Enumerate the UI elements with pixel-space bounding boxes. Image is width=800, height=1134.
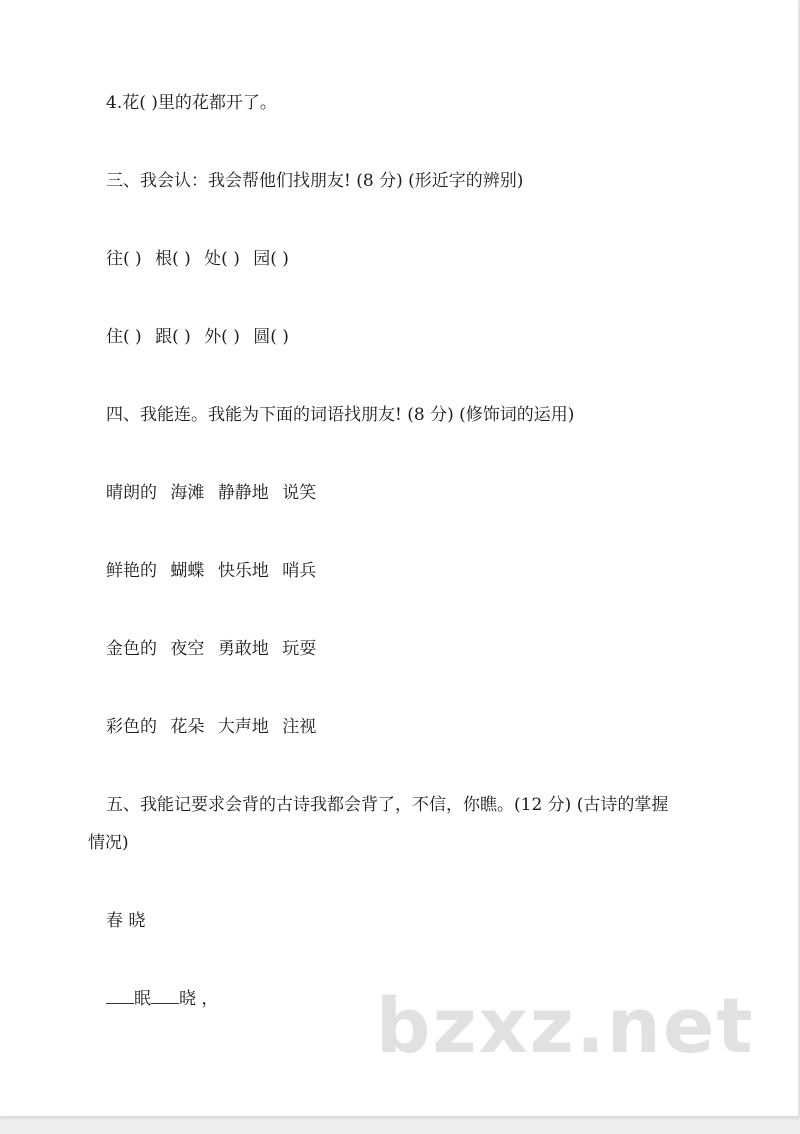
char-item: 往( ) [106,249,142,269]
match-row [106,482,316,504]
char-item: 跟( ) [155,327,191,347]
match-word: 说笑 [282,483,317,503]
char-item: 处( ) [204,249,240,269]
match-word: 蝴蝶 [170,561,205,581]
section-5-heading-cont: 情况) [88,833,129,853]
similar-chars-row-2 [106,326,289,348]
match-word: 晴朗的 [106,483,157,503]
match-word: 玩耍 [282,639,317,659]
match-word: 夜空 [170,639,205,659]
char-item: 住( ) [106,327,142,347]
match-row [106,638,316,660]
blank-line [106,989,134,1004]
match-word: 勇敢地 [217,639,269,659]
match-word: 海滩 [170,483,205,503]
poem-line-1 [106,988,218,1010]
char-item: 外( ) [204,327,240,347]
question-4-line: 4.花( )里的花都开了。 [106,93,277,113]
section-3-heading: 三、我会认：我会帮他们找朋友! (8 分) (形近字的辨别) [106,171,524,191]
match-word: 注视 [282,717,317,737]
watermark-logo: bzxz.net [376,981,755,1070]
match-word: 哨兵 [282,561,317,581]
poem-char: 眠 [134,989,151,1009]
char-item: 圆( ) [253,327,289,347]
match-row [106,560,316,582]
similar-chars-row-1 [106,248,289,270]
match-word: 鲜艳的 [106,561,157,581]
match-row [106,716,316,738]
match-word: 大声地 [217,717,269,737]
match-word: 静静地 [217,483,269,503]
poem-title: 春 晓 [106,911,146,931]
char-item: 园( ) [253,249,289,269]
blank-line [151,989,179,1004]
section-5-heading: 五、我能记要求会背的古诗我都会背了，不信，你瞧。(12 分) (古诗的掌握 [106,795,669,815]
match-word: 花朵 [170,717,205,737]
section-4-heading: 四、我能连。我能为下面的词语找朋友! (8 分) (修饰词的运用) [106,405,575,425]
match-word: 金色的 [106,639,157,659]
poem-char: 晓 ， [179,989,219,1009]
char-item: 根( ) [155,249,191,269]
match-word: 快乐地 [217,561,269,581]
match-word: 彩色的 [106,717,157,737]
